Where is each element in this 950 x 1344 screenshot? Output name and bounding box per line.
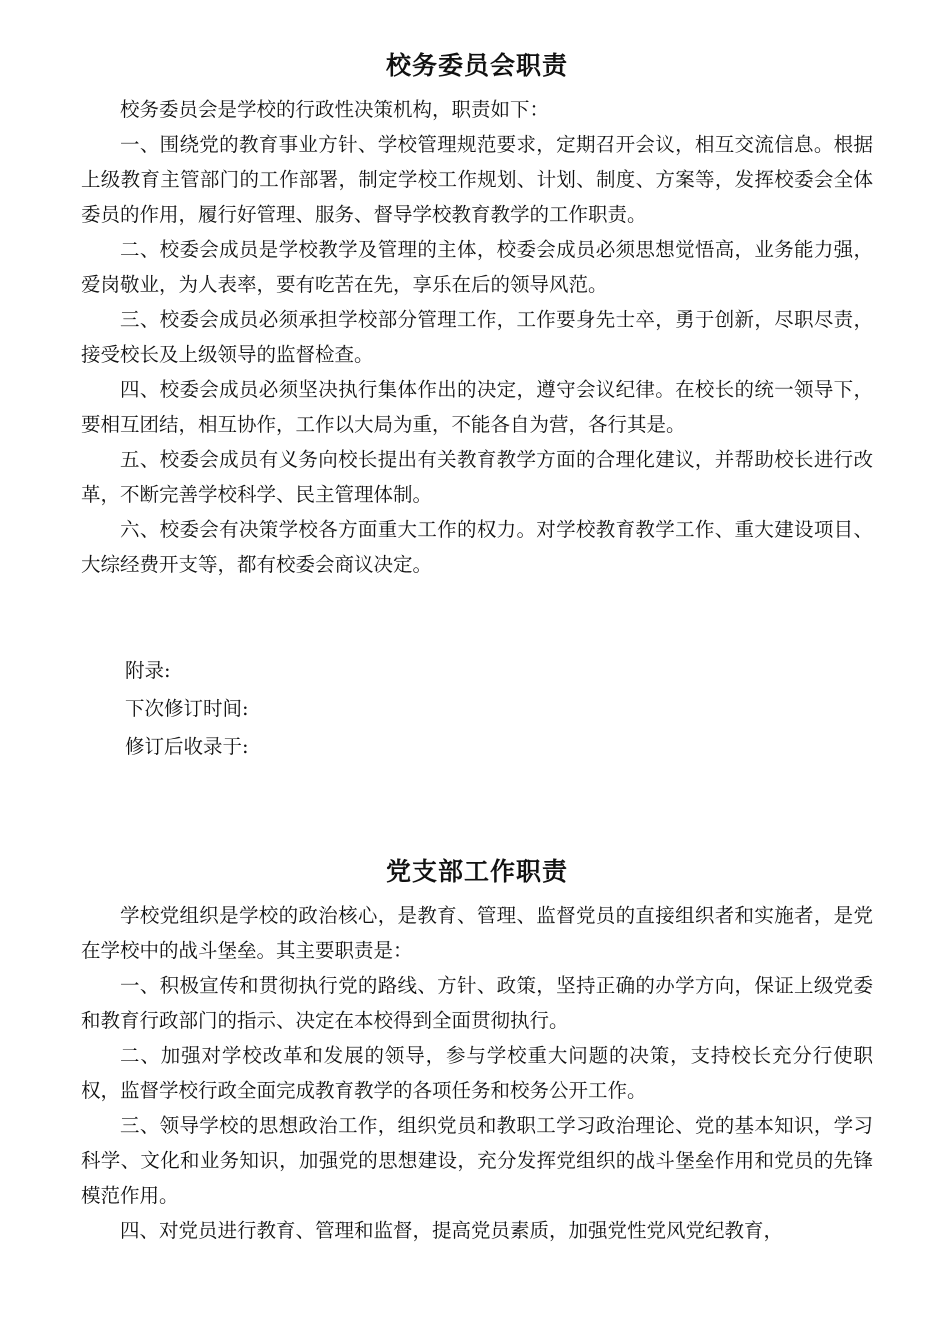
section-1-body (81, 92, 873, 582)
appendix-block (81, 652, 873, 766)
section-1-paragraph: 五、校委会成员有义务向校长提出有关教育教学方面的合理化建议，并帮助校长进行改革，不断完善学校科学、民主管理体制。 (81, 448, 873, 506)
section-1-paragraph: 六、校委会有决策学校各方面重大工作的权力。对学校教育教学工作、重大建设项目、大综经费开支等，都有校委会商议决定。 (81, 518, 873, 576)
next-revision-label: 下次修订时间: (125, 697, 249, 720)
section-2-paragraph: 学校党组织是学校的政治核心，是教育、管理、监督党员的直接组织者和实施者，是党在学校中的战斗堡垒。其主要职责是： (81, 904, 873, 962)
section-1-paragraph: 校务委员会是学校的行政性决策机构，职责如下： (120, 98, 550, 121)
section-2-paragraph: 三、领导学校的思想政治工作，组织党员和教职工学习政治理论、党的基本知识，学习科学、文化和业务知识，加强党的思想建设，充分发挥党组织的战斗堡垒作用和党员的先锋模范作用。 (81, 1114, 873, 1207)
section-1-paragraph: 三、校委会成员必须承担学校部分管理工作，工作要身先士卒，勇于创新，尽职尽责，接受校长及上级领导的监督检查。 (81, 308, 873, 366)
section-1-paragraph: 一、围绕党的教育事业方针、学校管理规范要求，定期召开会议，相互交流信息。根据上级教育主管部门的工作部署，制定学校工作规划、计划、制度、方案等，发挥校委会全体委员的作用，履行好管理、服务、督导学校教育教学的工作职责。 (81, 133, 873, 226)
section-1-paragraph: 四、校委会成员必须坚决执行集体作出的决定，遵守会议纪律。在校长的统一领导下，要相互团结，相互协作，工作以大局为重，不能各自为营，各行其是。 (81, 378, 873, 436)
section-2-paragraph: 一、积极宣传和贯彻执行党的路线、方针、政策，坚持正确的办学方向，保证上级党委和教育行政部门的指示、决定在本校得到全面贯彻执行。 (81, 974, 873, 1032)
filed-in-label: 修订后收录于: (125, 735, 249, 758)
section-2-paragraph: 二、加强对学校改革和发展的领导，参与学校重大问题的决策，支持校长充分行使职权，监督学校行政全面完成教育教学的各项任务和校务公开工作。 (81, 1044, 873, 1102)
section-2-title: 党支部工作职责 (385, 857, 568, 886)
section-2-body (81, 898, 873, 1248)
section-2-paragraph: 四、对党员进行教育、管理和监督，提高党员素质，加强党性党风党纪教育， (120, 1219, 784, 1242)
document-page (81, 40, 873, 1248)
appendix-label: 附录: (125, 659, 171, 682)
section-1-paragraph: 二、校委会成员是学校教学及管理的主体，校委会成员必须思想觉悟高，业务能力强，爱岗敬业，为人表率，要有吃苦在先，享乐在后的领导风范。 (81, 238, 873, 296)
section-1-title: 校务委员会职责 (385, 51, 568, 80)
